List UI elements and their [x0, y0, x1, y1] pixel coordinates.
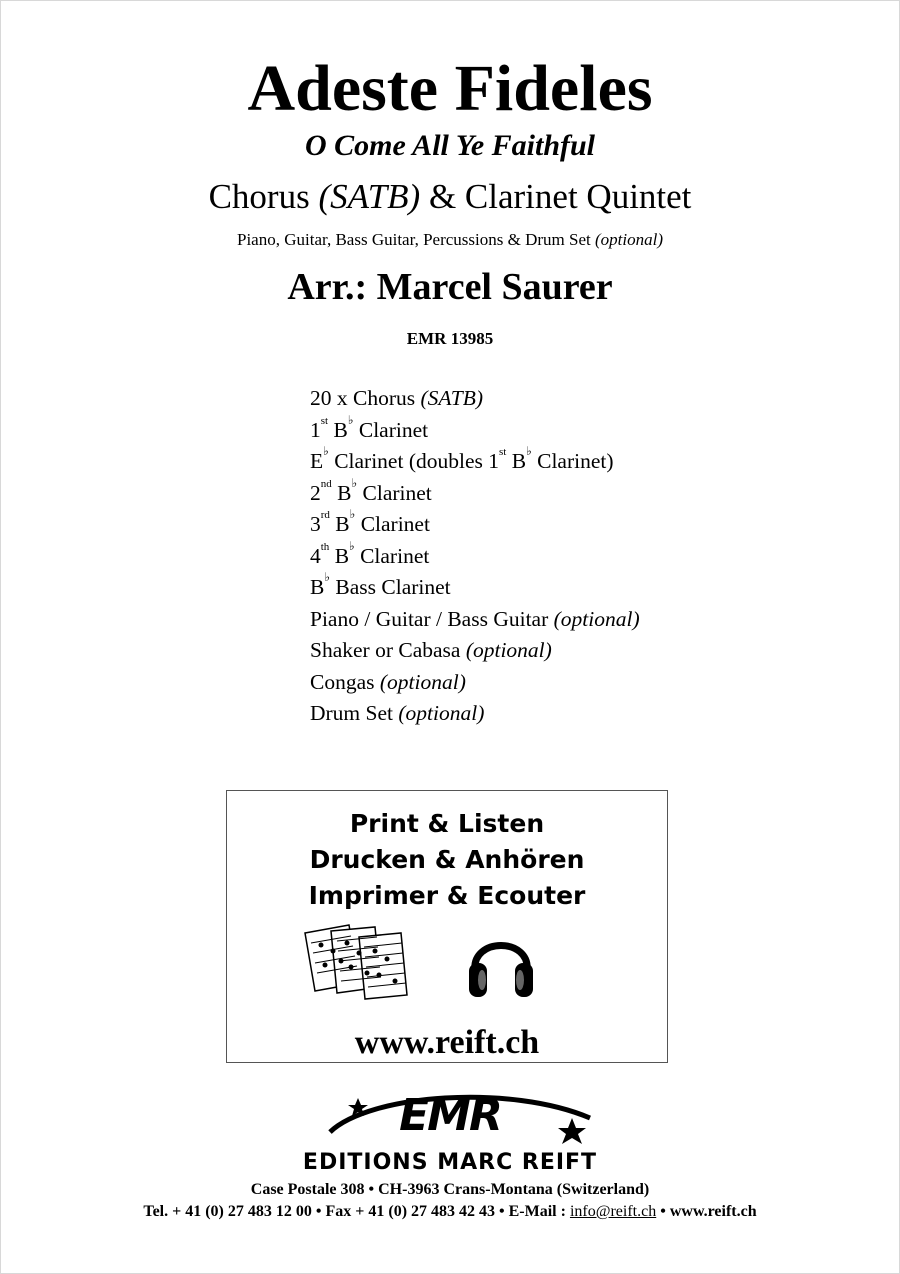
part-text: Clarinet: [353, 417, 429, 442]
part-text: Clarinet (doubles 1: [328, 449, 499, 473]
part-text: Shaker or Cabasa: [310, 638, 466, 662]
part-chorus: [310, 383, 640, 415]
part-ordinal: st: [320, 414, 329, 427]
arranger: Arr.: Marcel Saurer: [287, 266, 613, 308]
print-listen-box: [226, 790, 668, 1063]
publisher-name: EDITIONS MARC REIFT: [302, 1150, 598, 1175]
flat-icon: ♭: [351, 475, 358, 490]
instruments-optional: (optional): [594, 230, 663, 249]
part-drums: [310, 698, 640, 730]
part-optional: (optional): [379, 669, 466, 694]
publisher-logo: [250, 1088, 650, 1178]
promo-line-fr: Imprimer & Ecouter: [308, 881, 586, 910]
scoring-rest: & Clarinet Quintet: [420, 177, 692, 216]
contact-phone-fax: Tel. + 41 (0) 27 483 12 00 • Fax + 41 (0) 27 483 42 43 • E-Mail :: [143, 1203, 570, 1220]
instruments-text: Piano, Guitar, Bass Guitar, Percussions & Drum Set: [237, 230, 595, 249]
part-piano: [310, 604, 640, 636]
scoring-voice: (SATB): [318, 177, 421, 216]
sheet-music-icon: [301, 923, 411, 1003]
promo-line-en: Print & Listen: [349, 809, 545, 838]
part-clarinet-1: [310, 412, 640, 447]
part-text: Clarinet: [354, 543, 430, 568]
part-key: B: [333, 417, 348, 442]
part-num: 3: [310, 512, 321, 536]
part-text: Bass Clarinet: [330, 575, 451, 599]
part-ordinal: st: [499, 446, 507, 458]
part-text: Clarinet: [355, 512, 430, 536]
part-key: B: [310, 575, 325, 599]
part-num: 1: [310, 417, 321, 442]
part-text: Clarinet: [357, 480, 432, 505]
flat-icon: ♭: [323, 444, 329, 458]
catalog-number: EMR 13985: [406, 329, 494, 348]
scoring-line: [0, 176, 900, 218]
email-link[interactable]: info@reift.ch: [569, 1203, 657, 1220]
logo-emr: EMR: [399, 1090, 501, 1141]
part-text: Clarinet): [531, 449, 614, 473]
part-clarinet-4: [310, 538, 640, 573]
part-key: B: [334, 543, 350, 568]
part-key: B: [506, 449, 527, 473]
part-optional: (optional): [465, 638, 552, 662]
part-text: Drum Set: [310, 701, 399, 725]
part-ordinal: nd: [320, 477, 332, 490]
page-title: Adeste Fideles: [247, 52, 653, 125]
publisher-address: Case Postale 308 • CH-3963 Crans-Montana (Switzerland): [250, 1181, 650, 1198]
parts-list: [310, 383, 640, 730]
part-key: B: [337, 480, 352, 505]
part-text: Congas: [310, 669, 380, 694]
part-congas: [310, 667, 640, 699]
flat-icon: ♭: [349, 538, 355, 553]
part-key: B: [335, 512, 350, 536]
promo-line-de: Drucken & Anhören: [309, 845, 585, 874]
part-num: 2: [310, 480, 321, 505]
part-ordinal: th: [320, 540, 330, 553]
flat-icon: ♭: [347, 412, 354, 427]
part-ordinal: rd: [320, 509, 330, 521]
website-link[interactable]: www.reift.ch: [669, 1203, 757, 1220]
contact-separator: •: [656, 1203, 670, 1220]
promo-url[interactable]: www.reift.ch: [354, 1024, 540, 1061]
flat-icon: ♭: [526, 444, 532, 458]
instruments-line: [0, 229, 900, 251]
part-key: E: [310, 449, 324, 473]
part-optional: (SATB): [420, 386, 483, 410]
part-text: 20 x Chorus: [310, 386, 421, 410]
part-shaker: [310, 635, 640, 667]
subtitle: O Come All Ye Faithful: [304, 129, 596, 162]
scoring-main: Chorus: [208, 177, 319, 216]
part-num: 4: [310, 543, 321, 568]
part-text: Piano / Guitar / Bass Guitar: [310, 606, 554, 631]
part-bass-clarinet: [310, 572, 640, 604]
publisher-contact: [0, 1202, 900, 1222]
headphones-icon: [465, 923, 537, 1003]
part-eb-clarinet: [310, 446, 640, 478]
part-clarinet-2: [310, 475, 640, 510]
part-optional: (optional): [398, 701, 485, 725]
part-clarinet-3: [310, 509, 640, 541]
part-optional: (optional): [553, 606, 640, 631]
flat-icon: ♭: [324, 570, 331, 584]
flat-icon: ♭: [349, 507, 356, 521]
